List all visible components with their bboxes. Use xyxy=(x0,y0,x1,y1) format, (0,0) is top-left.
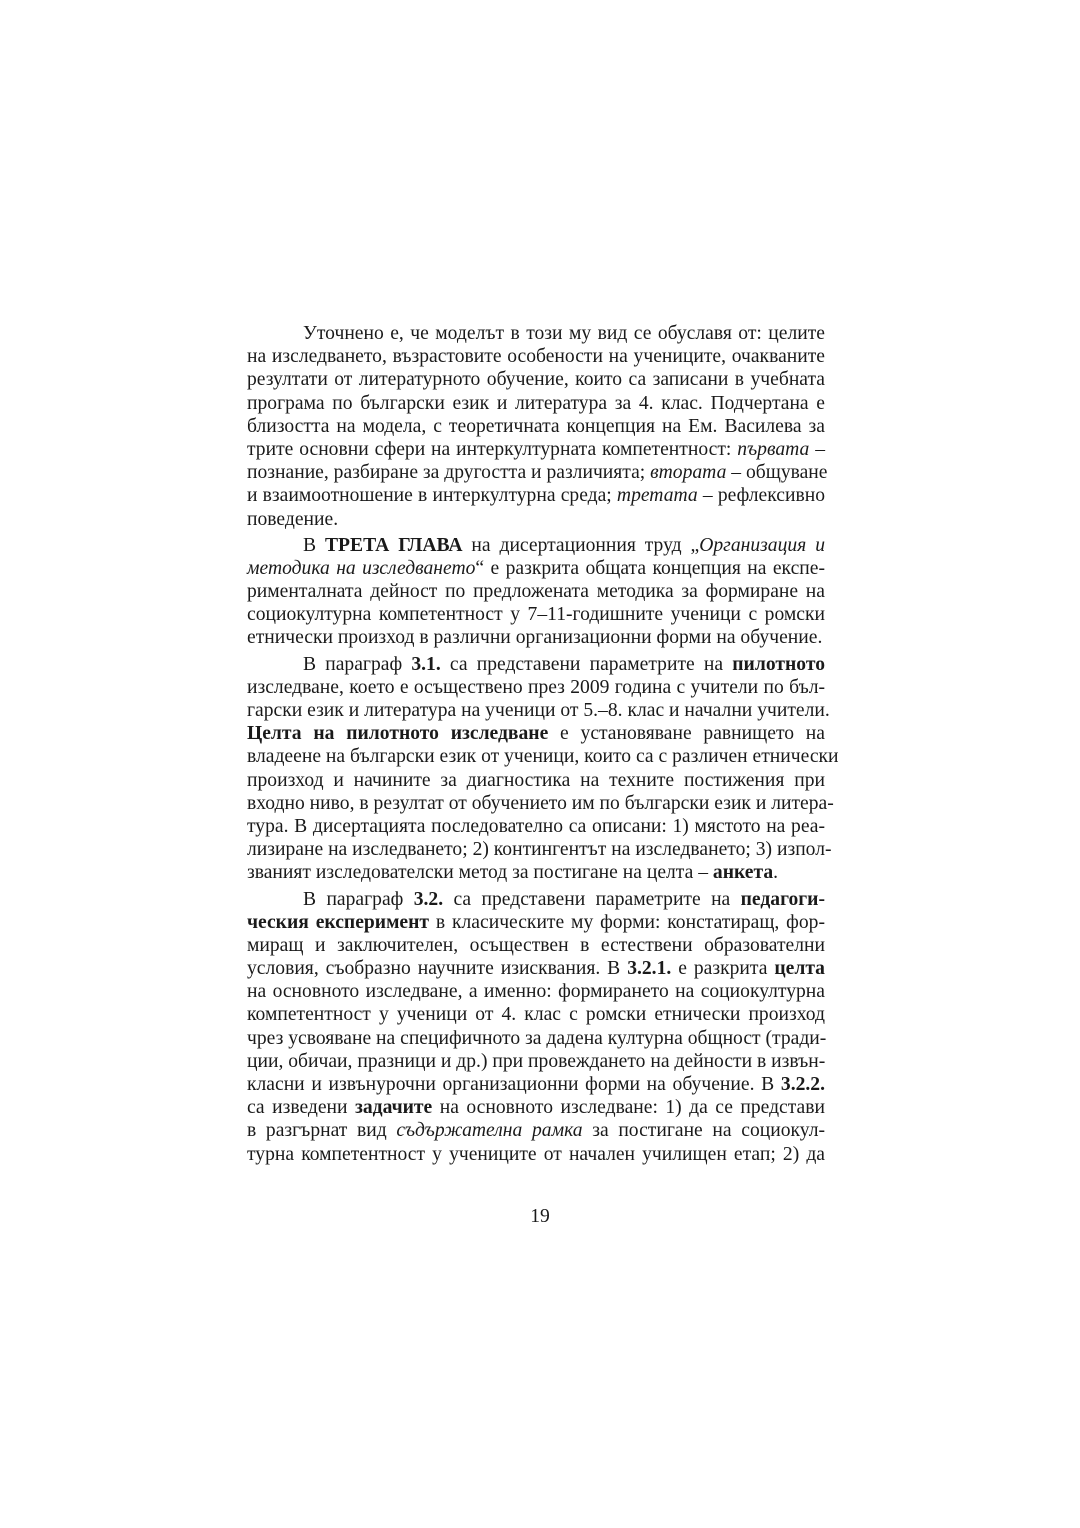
text-line xyxy=(247,980,825,1003)
text-run: на основното изследване: 1) да се представи xyxy=(432,1097,825,1119)
italic-text: съдържателна рамка xyxy=(396,1120,583,1142)
text-line xyxy=(247,580,825,603)
italic-text: методика на изследването xyxy=(247,557,476,579)
bold-text: ТРЕТА ГЛАВА xyxy=(324,534,463,556)
bold-text: задачите xyxy=(355,1097,433,1119)
text-run: чрез усвояване на специфичното за дадена културна общност (тради- xyxy=(247,1027,827,1049)
text-line xyxy=(247,368,825,391)
text-line xyxy=(247,438,825,461)
text-line xyxy=(247,534,825,557)
text-line xyxy=(247,722,825,745)
text-run: гарски език и литература на ученици от 5.–8. клас и начални учители. xyxy=(247,700,830,721)
page-number: 19 xyxy=(530,1206,550,1227)
text-run: ции, обичаи, празници и др.) при провеждането на дейности в извън- xyxy=(247,1050,826,1072)
text-line xyxy=(247,653,825,676)
bold-text: целта xyxy=(774,958,825,980)
text-line xyxy=(247,815,825,838)
text-run: близостта на модела, с теоретичната концепция на Ем. Василева за xyxy=(247,415,825,437)
text-run: са изведени xyxy=(247,1097,355,1119)
text-run: входно ниво, в резултат от обучението им по български език и литера- xyxy=(247,792,834,814)
text-run: миращ и заключителен, осъществен в естествени образователни xyxy=(247,934,825,956)
text-run: турна компетентност у учениците от начален училищен етап; 2) да xyxy=(247,1143,825,1165)
text-run: В параграф xyxy=(303,653,412,675)
text-run: и взаимоотношение в интеркултурна среда; xyxy=(247,485,617,507)
text-line xyxy=(247,322,825,345)
text-run: условия, съобразно научните изисквания. В xyxy=(247,958,628,980)
text-line xyxy=(247,769,825,792)
text-run: – рефлексивно xyxy=(697,485,825,507)
text-line xyxy=(247,676,825,699)
text-line xyxy=(247,1096,825,1119)
text-run: компетентност у ученици от 4. клас с ромски етнически произход xyxy=(247,1004,825,1026)
text-run: за постигане на социокул- xyxy=(582,1120,826,1142)
text-line xyxy=(247,888,825,911)
text-run: са представени параметрите на xyxy=(440,653,733,675)
text-run: В xyxy=(303,534,325,556)
bold-text: Целта на пилотното изследване xyxy=(247,723,549,745)
bold-text: 3.1. xyxy=(411,653,441,675)
text-run: изследване, което е осъществено през 2009 година с учители по бъл- xyxy=(247,676,825,698)
italic-text: втората xyxy=(650,462,727,484)
text-line xyxy=(247,461,828,484)
italic-text: Организация и xyxy=(699,534,825,556)
text-run: в класическите му форми: констатиращ, фор- xyxy=(429,911,825,933)
text-run: социокултурна компетентност у 7–11-годишните ученици с ромски xyxy=(247,604,825,626)
bold-text: анкета xyxy=(712,862,774,884)
text-line xyxy=(247,861,825,884)
text-line xyxy=(247,1073,825,1096)
text-line xyxy=(247,484,825,507)
text-run: – общуване xyxy=(726,462,828,484)
text-run: познание, разбиране за другостта и различията; xyxy=(247,462,651,484)
italic-text: третата xyxy=(616,485,698,507)
text-run: “ е разкрита общата концепция на експе- xyxy=(475,557,825,579)
text-line xyxy=(247,392,825,415)
text-run: лизиране на изследването; 2) контингентът на изследването; 3) изпол- xyxy=(247,839,832,861)
text-line xyxy=(247,934,825,957)
text-line xyxy=(247,699,830,722)
text-line xyxy=(247,1027,825,1050)
text-run: е разкрита xyxy=(671,958,775,980)
text-run: са представени параметрите на xyxy=(443,888,741,910)
bold-text: 3.2. xyxy=(413,888,444,910)
italic-text: първата xyxy=(737,438,810,460)
text-run: В параграф xyxy=(303,888,414,910)
text-run: на изследването, възрастовите особености на учениците, очакваните xyxy=(247,346,825,368)
text-run: на основното изследване, а именно: формирането на социокултурна xyxy=(247,981,825,1003)
text-line xyxy=(247,792,834,815)
text-line xyxy=(247,1003,825,1026)
text-run: програма по български език и литература за 4. клас. Подчертана е xyxy=(247,392,825,414)
text-line xyxy=(247,1119,825,1142)
text-run: владеене на български език от ученици, които са с различен етнически xyxy=(247,746,839,768)
bold-text: ческия експеримент xyxy=(247,911,430,933)
text-run: произход и начините за диагностика на техните постижения при xyxy=(247,769,825,791)
text-line xyxy=(247,508,825,531)
text-line xyxy=(247,1143,825,1166)
bold-text: 3.2.2. xyxy=(780,1074,825,1095)
text-line xyxy=(247,745,839,768)
text-line xyxy=(247,557,825,580)
text-run: на дисертационния труд „ xyxy=(462,534,700,556)
text-run: резултати от литературното обучение, които са записани в учебната xyxy=(247,369,825,391)
text-line xyxy=(247,626,825,649)
text-run: поведение. xyxy=(247,508,339,530)
body-text xyxy=(247,322,839,1166)
text-line xyxy=(247,415,825,438)
text-line xyxy=(247,345,825,368)
text-run: е установяване равнището на xyxy=(548,723,825,745)
text-run: трите основни сфери на интеркултурната компетентност: xyxy=(247,438,738,460)
text-run: в разгърнат вид xyxy=(247,1120,397,1142)
text-line xyxy=(247,838,832,861)
text-run: рименталната дейност по предложената методика за формиране на xyxy=(247,581,825,603)
text-run: Уточнено е, че моделът в този му вид се обуславя от: целите xyxy=(303,323,825,344)
text-run: званият изследователски метод за постигане на целта – xyxy=(247,862,713,884)
text-line xyxy=(247,603,825,626)
text-run: . xyxy=(773,862,779,884)
text-line xyxy=(247,911,825,934)
text-line xyxy=(247,957,825,980)
bold-text: пилотното xyxy=(732,653,825,675)
text-line xyxy=(247,1050,825,1073)
text-run: етнически произход в различни организационни форми на обучение. xyxy=(247,627,823,649)
text-run: класни и извънурочни организационни форми на обучение. В xyxy=(247,1074,781,1095)
page-body xyxy=(247,322,839,1166)
text-run: тура. В дисертацията последователно са описани: 1) мястото на реа- xyxy=(247,815,825,837)
bold-text: 3.2.1. xyxy=(627,958,672,980)
text-run: – xyxy=(809,438,825,460)
bold-text: педагоги- xyxy=(740,888,825,910)
